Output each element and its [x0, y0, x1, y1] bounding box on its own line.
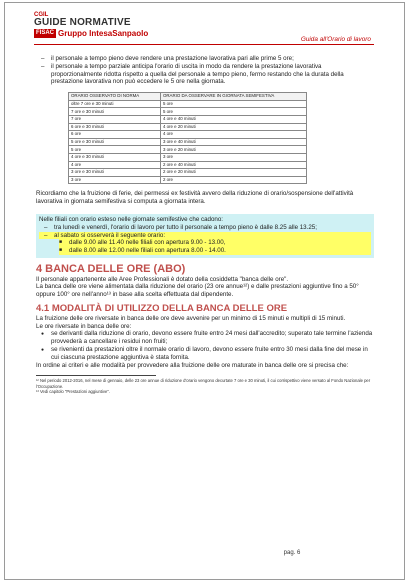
list-item: ● se derivanti dalla riduzione di orario, devono essere fruite entro 24 mesi dall'accredito; superato tale termine l'azienda provvederà a cancellare i residui non fruiti; — [41, 330, 373, 346]
page-footer — [5, 550, 404, 556]
table-header-row — [69, 93, 307, 101]
table-row: 6 ore e 30 minuti 4 ore e 20 minuti — [69, 123, 307, 131]
document-page — [4, 2, 405, 580]
table-row: 7 ore e 30 minuti 5 ore — [69, 108, 307, 116]
list-item: ■ dalle 9.00 alle 11.40 nelle filiali con apertura 9.00 - 13.00, — [59, 239, 371, 247]
square-bullet-icon: ■ — [59, 247, 63, 254]
footnote-divider — [36, 375, 156, 376]
list-item: ● se rivenienti da prestazioni oltre il normale orario di lavoro, devono essere fruite entro 30 mesi dalla fine del mese in cui ciascuna prestazione aggiuntiva è stata fornita. — [41, 346, 368, 361]
dash-bullet: – — [44, 231, 48, 239]
list-item: – tra lunedì e venerdì, l'orario di lavoro per tutto il personale a tempo pieno è dalle 8.25 alle 13.25; — [44, 223, 317, 231]
footnote: ¹³ Vedi capitolo "Prestazioni aggiuntive". — [36, 389, 110, 395]
schedule-table — [68, 92, 307, 184]
table-row: 4 ore e 30 minuti 3 ore — [69, 153, 307, 161]
subsection-heading: 4.1 MODALITÀ DI UTILIZZO DELLA BANCA DELLE ORE — [36, 303, 288, 315]
dash-bullet: – — [41, 62, 45, 70]
table-row: 7 ore 4 ore e 40 minuti — [69, 115, 307, 123]
table-row: 4 ore 2 ore e 40 minuti — [69, 161, 307, 169]
paragraph: Le ore riversate in banca delle ore: — [36, 322, 132, 330]
table-row: oltre 7 ore e 30 minuti 5 ore — [69, 100, 307, 108]
filiali-intro: Nelle filiali con orario esteso nelle giornate semifestive che cadono: — [39, 215, 224, 223]
bullet-icon: ● — [41, 331, 45, 338]
table-header-cell: ORARIO OSSERVATO DI NORMA — [69, 93, 161, 101]
table-row: 6 ore 4 ore — [69, 131, 307, 139]
section-heading: 4 BANCA DELLE ORE (ABO) — [36, 262, 186, 275]
header-divider — [34, 44, 374, 45]
paragraph: La fruizione delle ore riversate in banca delle ore deve avvenire per un minimo di 15 minuti e multipli di 15 minuti. — [36, 314, 346, 322]
table-row: 3 ore 2 ore — [69, 176, 307, 184]
bullet-icon: ● — [41, 347, 45, 354]
list-item: – il personale a tempo pieno deve rendere una prestazione lavorativa pari alle prime 5 ore; — [41, 55, 294, 62]
table-header-cell: ORARIO DA OSSERVARE IN GIORNATA SEMIFESTIVA — [160, 93, 306, 101]
square-bullet-icon: ■ — [59, 239, 63, 246]
table-row: 5 ore e 30 minuti 3 ore e 40 minuti — [69, 138, 307, 146]
paragraph: In ordine ai criteri e alle modalità per provvedere alla fruizione delle ore maturate in banca delle ore si precisa che: — [36, 361, 349, 369]
list-item: – al sabato si osserverà il seguente orario: — [39, 232, 371, 240]
logo — [34, 12, 148, 38]
list-item: ■ dalle 8.00 alle 12.00 nelle filiali con apertura 8.00 - 14.00. — [59, 247, 371, 255]
filiali-box — [36, 214, 374, 258]
paragraph: Il personale appartenente alle Aree Professionali è dotato della cosiddetta "banca delle ore". — [36, 275, 289, 283]
paragraph: La banca delle ore viene alimentata dalla riduzione del orario (23 ore annue¹²) e dalle prestazioni aggiuntive fino a 50° oppure 100° ore nell'anno¹³ in base alla scelta effettuata dal dipendente. — [36, 283, 359, 299]
table-row: 3 ore e 30 minuti 2 ore e 20 minuti — [69, 169, 307, 177]
table-row: 5 ore 3 ore e 20 minuti — [69, 146, 307, 154]
logo-fisac: FISAC — [36, 30, 54, 36]
logo-cgil: CGIL — [34, 12, 49, 18]
logo-title: GUIDE NORMATIVE — [34, 17, 131, 28]
header-doc-title: Guida all'Orario di lavoro — [300, 36, 371, 43]
page-number: pag. 6 — [283, 550, 301, 556]
paragraph-ferie: Ricordiamo che la fruizione di ferie, dei permessi ex festività avvero della riduzione di orario/sospensione dell'attività lavorativa in giornata semifestiva si computa a giornata intera. — [36, 190, 354, 206]
logo-group: Gruppo IntesaSanpaolo — [58, 29, 149, 38]
logo-bar — [34, 29, 148, 38]
dash-bullet: – — [41, 55, 45, 62]
dash-bullet: – — [44, 223, 48, 231]
list-item: – il personale a tempo parziale anticipa l'orario di uscita in modo da rendere la prestazione lavorativa proporzionalmente ridotta rispetto a quella del personale a tempo pieno, fermo restando che la durata della prestazione lavorativa non può eccedere le 5 ore nella giornata. — [41, 62, 344, 86]
footnote: ¹² Nel periodo 2012-2016, nel mese di gennaio, delle 23 ore annue di riduzione d'orario vengono decurtate 7 ore e 30 minuti, il cui corrispettivo viene versato al Fondo Nazionale per l'Occupazione. — [36, 378, 371, 389]
page-content — [36, 55, 374, 395]
